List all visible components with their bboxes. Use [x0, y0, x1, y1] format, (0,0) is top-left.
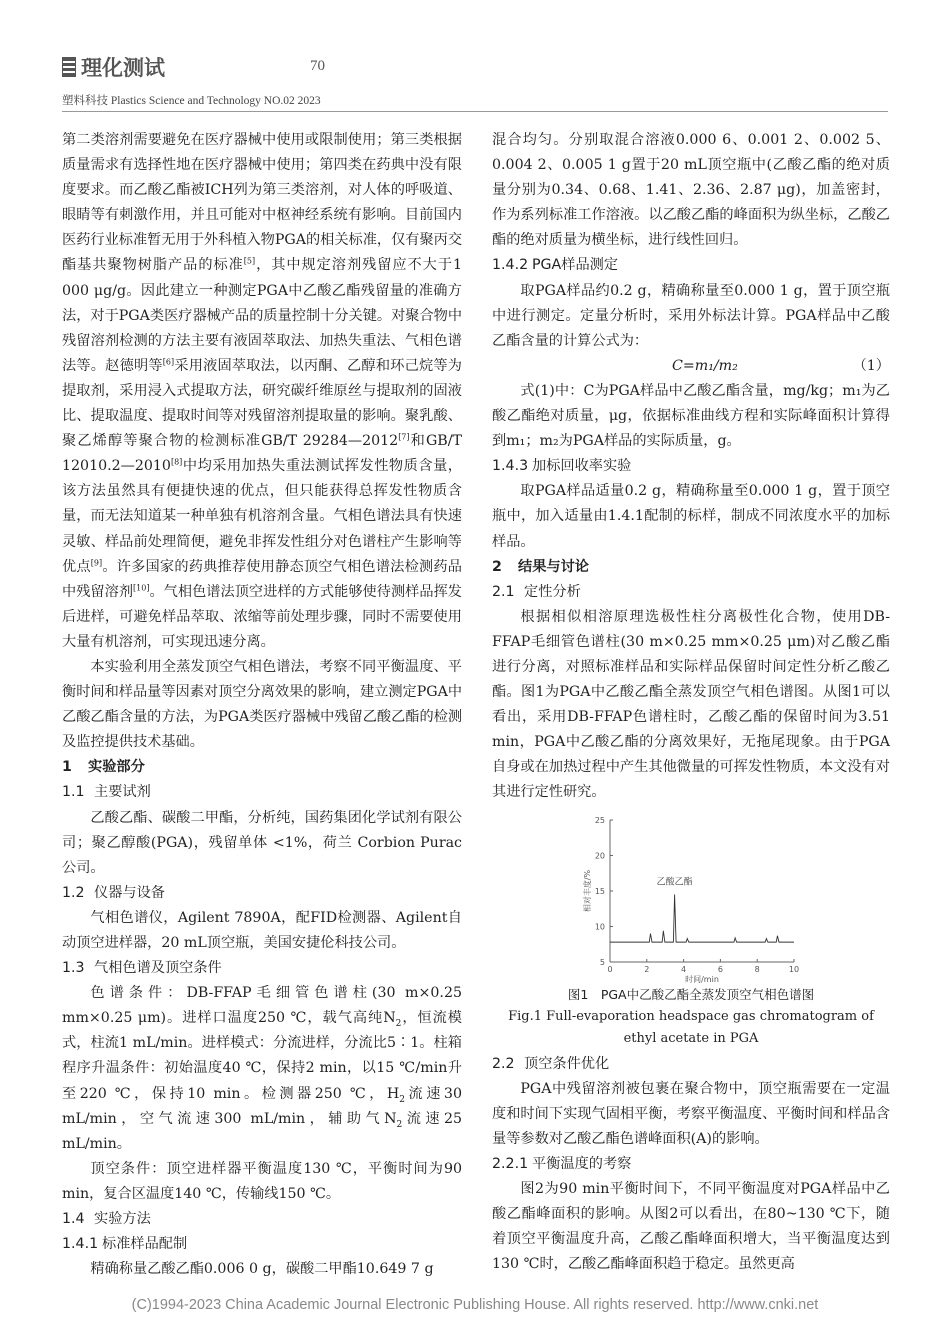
- x-tick-label: 0: [607, 964, 613, 974]
- section-title-text: 理化测试: [81, 56, 165, 80]
- paragraph: 乙酸乙酯、碳酸二甲酯，分析纯，国药集团化学试剂有限公司；聚乙醇酸(PGA)，残留单体 <1%，荷兰 Corbion Purac公司。: [62, 809, 462, 876]
- paragraph: 混合均匀。分别取混合溶液0.000 6、0.001 2、0.002 5、0.004 2、0.005 1 g置于20 mL顶空瓶中(乙酸乙酯的绝对质量分别为0.34、0.68、1.41、2.36、2.87 μg)，加盖密封，作为系列标准工作溶液。以乙酸乙酯的峰面积为纵坐标，乙酸乙酯的绝对质量为横坐标，进行线性回归。: [492, 132, 890, 249]
- chromatogram-chart: [492, 812, 890, 984]
- y-tick-label: 15: [594, 886, 605, 896]
- subsection-heading: 1.3 气相色谱及顶空条件: [62, 960, 222, 977]
- paragraph: 顶空条件：顶空进样器平衡温度130 ℃，平衡时间为90 min，复合区温度140 ℃，传输线150 ℃。: [62, 1160, 462, 1202]
- paragraph: 本实验利用全蒸发顶空气相色谱法，考察不同平衡温度、平衡时间和样品量等因素对顶空分离效果的影响，建立测定PGA中乙酸乙酯含量的方法，为PGA类医疗器械中残留乙酸乙酯的检测及监控提供技术基础。: [62, 658, 463, 751]
- y-tick-label: 20: [594, 851, 605, 861]
- y-tick-label: 25: [594, 815, 605, 825]
- peak-annotation: 乙酸乙酯: [656, 877, 693, 888]
- section-heading: 2 结果与讨论: [492, 558, 589, 575]
- journal-name: 塑料科技 Plastics Science and Technology NO.02 2023: [62, 95, 321, 107]
- y-tick-label: 10: [594, 922, 605, 932]
- figure-chromatogram: [492, 812, 890, 984]
- section-header: [62, 52, 165, 82]
- paragraph: 根据相似相溶原理选极性柱分离极性化合物，使用DB-FFAP毛细管色谱柱(30 m×0.25 mm×0.25 μm)对乙酸乙酯进行分离，对照标准样品和实际样品保留时间定性分析乙酸乙酯。图1为PGA中乙酸乙酯全蒸发顶空气相色谱图。从图1可以看出，采用DB-FFAP色谱柱时，乙酸乙酯的保留时间为3.51 min，PGA中乙酸乙酯的分离效果好，无拖尾现象。由于PGA自身或在加热过程中产生其他微量的可挥发性物质，本文没有对其进行定性研究。: [492, 608, 890, 801]
- copyright-footer: (C)1994-2023 China Academic Journal Electronic Publishing House. All rights reserved. http://www.cnki.net: [131, 1297, 819, 1313]
- paragraph: 取PGA样品适量0.2 g，精确称量至0.000 1 g，置于顶空瓶中，加入适量由1.4.1配制的标样，制成不同浓度水平的加标样品。: [492, 483, 890, 550]
- x-tick-label: 10: [788, 964, 800, 974]
- page-number: 70: [310, 58, 325, 74]
- subsection-heading: 1.4.3 加标回收率实验: [492, 458, 632, 475]
- y-tick-label: 5: [599, 957, 605, 967]
- subsection-heading: 1.4.2 PGA样品测定: [492, 257, 619, 274]
- subsection-heading: 1.1 主要试剂: [62, 784, 151, 801]
- paragraph: 第二类溶剂需要避免在医疗器械中使用或限制使用；第三类根据质量需求有选择性地在医疗器械中使用；第四类在药典中没有限度要求。而乙酸乙酯被ICH列为第三类溶剂，对人体的呼吸道、眼睛等有刺激作用，并且可能对中枢神经系统有影响。目前国内医药行业标准暂无用于外科植入物PGA的相关标准，仅有聚丙交酯基共聚物树脂产品的标准[5]，其中规定溶剂残留应不大于1 000 μg/g。因此建立一种测定PGA中乙酸乙酯残留量的准确方法，对于PGA类医疗器械产品的质量控制十分关键。对聚合物中残留溶剂检测的方法主要有液固萃取法、加热失重法、气相色谱法等。赵德明等[6]采用液固萃取法，以丙酮、乙醇和环己烷等为提取剂，采用浸入式提取方法，研究碳纤维原丝与提取剂的固液比、提取温度、提取时间等对残留溶剂提取量的影响。聚乳酸、聚乙烯醇等聚合物的检测标准GB/T 29284—2012[7]和GB/T 12010.2—2010[8]中均采用加热失重法测试挥发性物质含量，该方法虽然具有便捷快速的优点，但只能获得总挥发性物质含量，而无法知道某一种单独有机溶剂含量。气相色谱法具有快速灵敏、样品前处理简便，避免非挥发性组分对色谱柱产生影响等优点[9]。许多国家的药典推荐使用静态顶空气相色谱法检测药品中残留溶剂[10]。气相色谱法顶空进样的方式能够使待测样品挥发后进样，可避免样品萃取、浓缩等前处理步骤，同时不需要使用大量有机溶剂，可实现迅速分离。: [62, 132, 463, 650]
- y-axis-label: 相对丰度/%: [583, 869, 592, 912]
- x-tick-label: 4: [681, 964, 687, 974]
- paragraph: PGA中残留溶剂被包裹在聚合物中，顶空瓶需要在一定温度和时间下实现气固相平衡，考察平衡温度、平衡时间和样品含量等参数对乙酸乙酯色谱峰面积(A)的影响。: [492, 1080, 890, 1147]
- paragraph: 式(1)中：C为PGA样品中乙酸乙酯含量，mg/kg；m₁为乙酸乙酯绝对质量，μg，依据标准曲线方程和实际峰面积计算得到m₁；m₂为PGA样品的实际质量，g。: [492, 382, 890, 450]
- figure-caption-en: Fig.1 Full-evaporation headspace gas chromatogram of: [508, 1008, 874, 1024]
- subsection-heading: 1.4.1 标准样品配制: [62, 1236, 188, 1253]
- paragraph: 精确称量乙酸乙酯0.006 0 g，碳酸二甲酯10.649 7 g: [90, 1261, 434, 1278]
- header-rule: [62, 111, 888, 112]
- subsection-heading: 2.1 定性分析: [492, 583, 581, 600]
- paragraph: 色谱条件：DB-FFAP毛细管色谱柱(30 m×0.25 mm×0.25 μm)。进样口温度250 ℃，载气高纯$N_2$，恒流模式，柱流1 mL/min。进样模式：分流进样，分流比5∶1。柱箱程序升温条件：初始温度40 ℃，保持2 min，以15 ℃/min升至220 ℃，保持10 min。检测器250 ℃，$H_2$流速30 mL/min，空气流速300 mL/min，辅助气$N_2$流速25 mL/min。: [62, 985, 462, 1152]
- left-column: [62, 128, 462, 1282]
- paragraph: 气相色谱仪，Agilent 7890A，配FID检测器、Agilent自动顶空进样器，20 mL顶空瓶，美国安捷伦科技公司。: [62, 909, 462, 951]
- figure-caption-cn: 图1 PGA中乙酸乙酯全蒸发顶空气相色谱图: [567, 986, 815, 1002]
- figure-caption-en: ethyl acetate in PGA: [623, 1030, 759, 1046]
- subsection-heading: 1.2 仪器与设备: [62, 884, 165, 901]
- formula: C=m₁/m₂ （1）: [672, 357, 890, 374]
- section-heading: 1 实验部分: [62, 759, 145, 776]
- subsection-heading: 1.4 实验方法: [62, 1211, 151, 1228]
- right-column: [492, 128, 890, 1277]
- paragraph: 取PGA样品约0.2 g，精确称量至0.000 1 g，置于顶空瓶中进行测定。定量分析时，采用外标法计算。PGA样品中乙酸乙酯含量的计算公式为：: [492, 282, 890, 349]
- x-tick-label: 6: [717, 964, 723, 974]
- subsection-heading: 2.2 顶空条件优化: [492, 1055, 610, 1072]
- subsection-heading: 2.2.1 平衡温度的考察: [492, 1155, 632, 1172]
- section-icon: [62, 57, 76, 77]
- paragraph: 图2为90 min平衡时间下，不同平衡温度对PGA样品中乙酸乙酯峰面积的影响。从图2可以看出，在80~130 ℃下，随着顶空平衡温度升高，乙酸乙酯峰面积增大，当平衡温度达到130 ℃时，乙酸乙酯峰面积趋于稳定。虽然更高: [492, 1181, 890, 1273]
- x-axis-label: 时间/min: [685, 974, 719, 984]
- chromatogram-trace: [610, 894, 794, 942]
- section-title: [62, 52, 165, 82]
- x-tick-label: 2: [644, 964, 650, 974]
- x-tick-label: 8: [754, 964, 760, 974]
